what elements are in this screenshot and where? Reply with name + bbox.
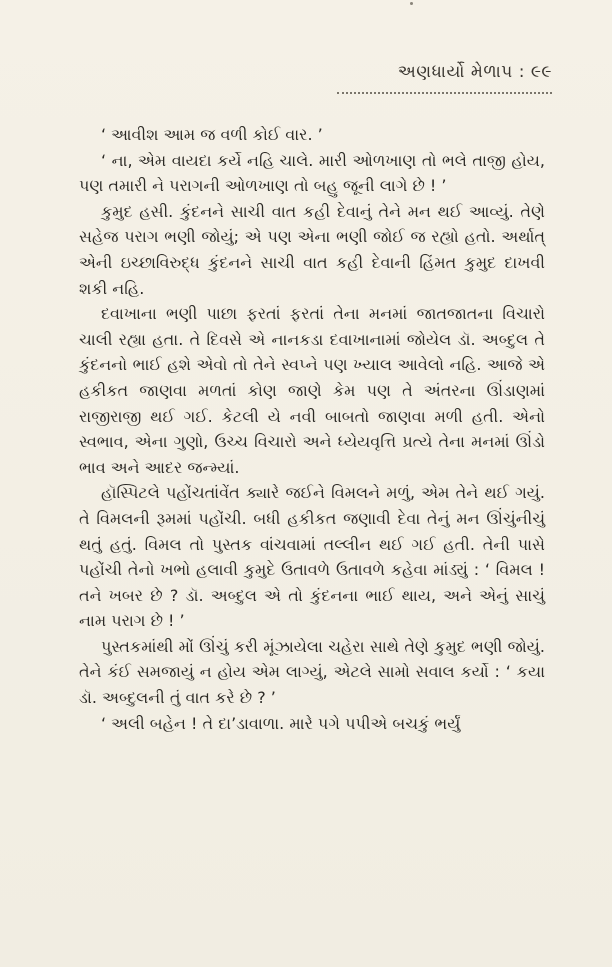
page-header [337,62,552,94]
paragraph: ‘ અલી બહેન ! તે દા’ડાવાળા. મારે પગે પપીએ બચકું ભર્યું [101,713,461,733]
paragraph: ‘ ના, એમ વાયદા કર્યે નહિ ચાલે. મારી ઓળખાણ તો ભલે તાજી હોય, પણ તમારી ને પરાગની ઓળખાણ તો બહુ જૂની લાગે છે ! ’ [79,150,545,196]
paragraph: ‘ આવીશ આમ જ વળી કોઈ વાર. ’ [101,125,323,144]
paragraph: હૉસ્પિટલે પહોંચતાંવેંત ક્યારે જઈને વિમલને મળું, એમ તેને થઈ ગયું. તે વિમલની રૂમમાં પહોંચી. બધી હકીકત જણાવી દેવા તેનું મન ઊંચુંનીચું થતું હતું. વિમલ તો પુસ્તક વાંચવામાં તલ્લીન થઈ ગઈ હતી. તેની પાસે પહોંચી તેનો ખભો હલાવી કુમુદે ઉતાવળે ઉતાવળે કહેવા માંડ્યું : ‘ વિમલ ! તને ખબર છે ? ડૉ. અબ્દુલ એ તો કુંદનના ભાઈ થાય, અને એનું સાચું નામ પરાગ છે ! ’ [79,483,545,631]
running-head: અણધાર્યો મેળાપ : ૯૯ [397,62,552,82]
paragraph: પુસ્તકમાંથી મોં ઊંચું કરી મૂંઝાયેલા ચહેરા સાથે તેણે કુમુદ ભણી જોયું. તેને કંઈ સમજાયું ન હોય એમ લાગ્યું, એટલે સામો સવાલ કર્યો : ‘ કયા ડૉ. અબ્દુલની તું વાત કરે છે ? ’ [79,636,545,708]
paragraph: કુમુદ હસી. કુંદનને સાચી વાત કહી દેવાનું તેને મન થઈ આવ્યું. તેણે સહેજ પરાગ ભણી જોયું; એ પણ એના ભણી જોઈ જ રહ્યો હતો. અર્થાત્ એની ઇચ્છાવિરુદ્ધ કુંદનને સાચી વાત કહી દેવાની હિંમત કુમુદ દાખવી શકી નહિ. [79,201,545,298]
body-text [79,122,545,736]
page-speck [410,2,413,5]
header-decorative-rule [337,86,552,94]
paragraph: દવાખાના ભણી પાછા ફરતાં ફરતાં તેના મનમાં જાતજાતના વિચારો ચાલી રહ્યા હતા. તે દિવસે એ નાનકડા દવાખાનામાં જોયેલ ડૉ. અબ્દુલ તે કુંદનનો ભાઈ હશે એવો તો તેને સ્વપ્ને પણ ખ્યાલ આવેલો નહિ. આજે એ હકીકત જાણવા મળતાં કોણ જાણે કેમ પણ તે અંતરના ઊંડાણમાં રાજીરાજી થઈ ગઈ. કેટલી યે નવી બાબતો જાણવા મળી હતી. એનો સ્વભાવ, એના ગુણો, ઉચ્ચ વિચારો અને ધ્યેયવૃત્તિ પ્રત્યે તેના મનમાં ઊંડો ભાવ અને આદર જન્મ્યાં. [79,304,545,477]
